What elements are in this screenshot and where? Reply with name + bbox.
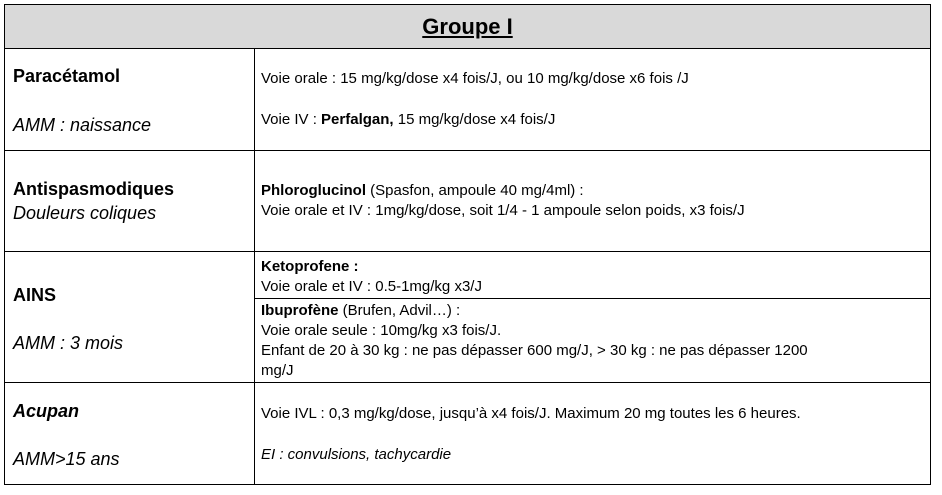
drug-table [4, 4, 931, 485]
dose-line: Voie orale : 15 mg/kg/dose x4 fois/J, ou 10 mg/kg/dose x6 fois /J [261, 70, 689, 87]
drug-amm-ains: AMM : 3 mois [13, 333, 124, 353]
drug-name-antispasmodiques: Antispasmodiques [13, 179, 175, 199]
dose-line: Voie orale et IV : 1mg/kg/dose, soit 1/4 - 1 ampoule selon poids, x3 fois/J [261, 202, 745, 219]
side-effects-line: EI : convulsions, tachycardie [261, 446, 452, 463]
table-title: Groupe I [422, 14, 513, 39]
dose-line: Voie orale et IV : 0.5-1mg/kg x3/J [261, 278, 482, 295]
dose-line: Ketoprofene : [261, 258, 359, 275]
dose-line: Voie orale seule : 10mg/kg x3 fois/J. [261, 322, 502, 339]
row-divider [5, 382, 930, 383]
dose-line: Phloroglucinol (Spasfon, ampoule 40 mg/4ml) : [261, 182, 584, 199]
dose-line: Voie IV : Perfalgan, 15 mg/kg/dose x4 fois/J [261, 111, 556, 128]
drug-name-ains: AINS [13, 285, 57, 305]
dose-line: Enfant de 20 à 30 kg : ne pas dépasser 600 mg/J, > 30 kg : ne pas dépasser 1200 [261, 342, 808, 359]
subrow-divider [254, 298, 930, 299]
dose-line: mg/J [261, 362, 294, 379]
row-divider [5, 251, 930, 252]
drug-name-paracetamol: Paracétamol [13, 66, 121, 86]
drug-amm-paracetamol: AMM : naissance [13, 115, 152, 135]
row-divider [5, 150, 930, 151]
dose-line: Ibuprofène (Brufen, Advil…) : [261, 302, 461, 319]
dose-line: Voie IVL : 0,3 mg/kg/dose, jusqu’à x4 fois/J. Maximum 20 mg toutes les 6 heures. [261, 405, 801, 422]
column-divider [254, 49, 255, 484]
drug-amm-acupan: AMM>15 ans [13, 449, 120, 469]
drug-name-acupan: Acupan [13, 401, 80, 421]
table-header [5, 5, 930, 49]
drug-indication: Douleurs coliques [13, 203, 157, 223]
